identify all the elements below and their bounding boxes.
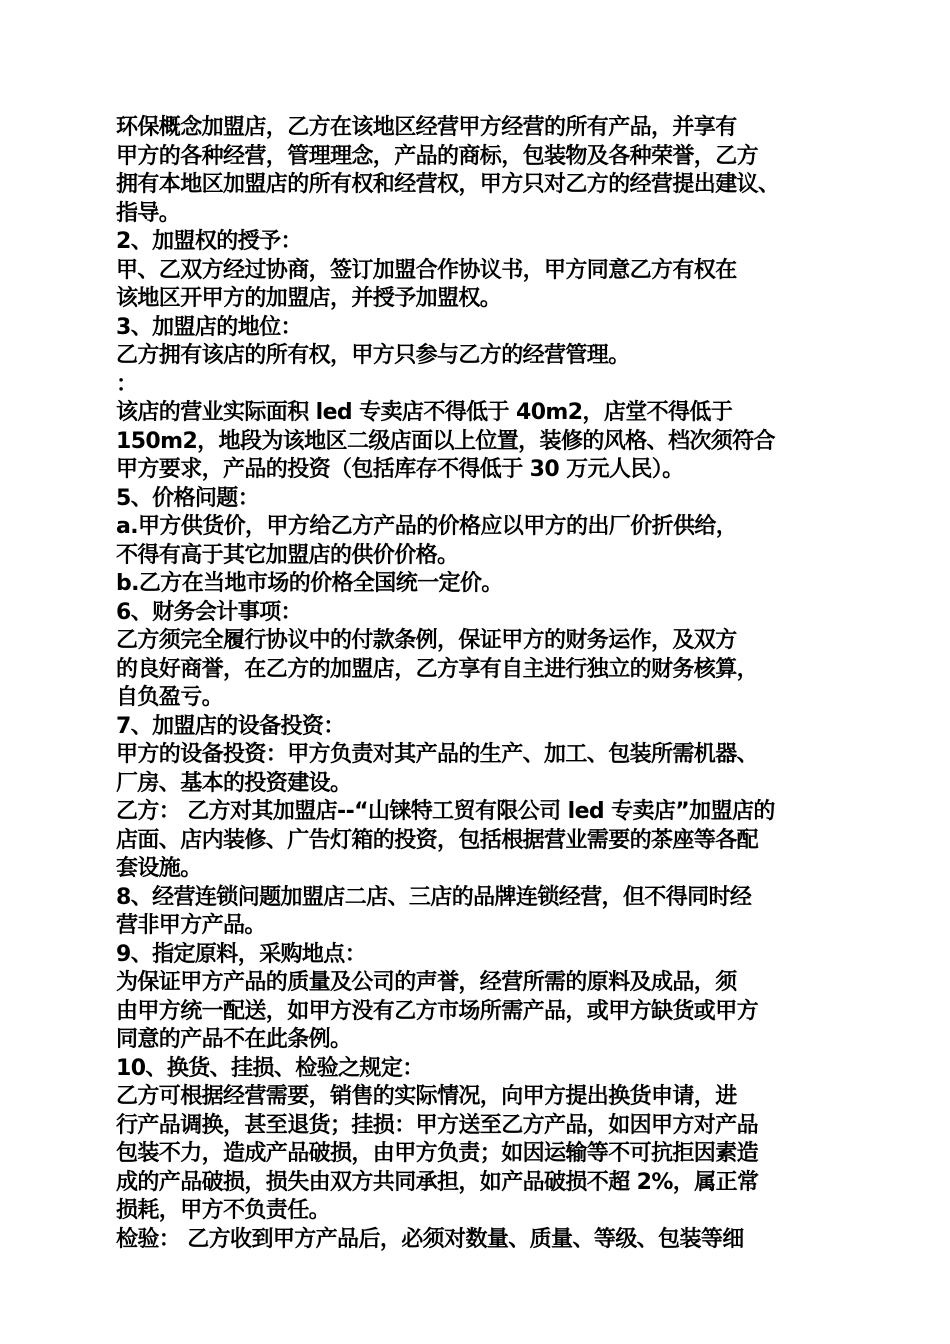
text-line: 乙方须完全履行协议中的付款条例，保证甲方的财务运作，及双方 [116,628,737,653]
text-line: 环保概念加盟店，乙方在该地区经营甲方经营的所有产品，并享有 [116,115,737,140]
text-line: 指导。 [116,200,181,226]
section-heading: 7、加盟店的设备投资： [116,713,345,739]
text-line: b.乙方在当地市场的价格全国统一定价。 [116,571,503,596]
text-line: 损耗，甲方不负责任。 [116,1198,331,1223]
section-heading: 10、换货、挂损、检验之规定： [116,1055,424,1081]
section-heading: 9、指定原料，采购地点： [116,941,367,967]
text-line: 检验： 乙方收到甲方产品后，必须对数量、质量、等级、包装等细 [116,1226,744,1252]
text-line: 拥有本地区加盟店的所有权和经营权，甲方只对乙方的经营提出建议、 [116,172,780,197]
document-body [116,114,856,1254]
section-heading: ： [116,371,138,397]
text-line: 由甲方统一配送，如甲方没有乙方市场所需产品，或甲方缺货或甲方 [116,998,759,1024]
text-line: a.甲方供货价，甲方给乙方产品的价格应以甲方的出厂价折供给， [116,514,738,539]
text-line: 150m2，地段为该地区二级店面以上位置，装修的风格、档次须符合 [116,428,775,454]
section-heading: 2、加盟权的授予： [116,229,302,254]
text-line: 甲方的设备投资：甲方负责对其产品的生产、加工、包装所需机器、 [116,742,759,767]
text-line: 为保证甲方产品的质量及公司的声誉，经营所需的原料及成品，须 [116,970,737,995]
text-line: 乙方： 乙方对其加盟店--“山铼特工贸有限公司 led 专卖店”加盟店的 [116,799,775,824]
section-heading: 3、加盟店的地位： [116,314,302,340]
text-line: 该地区开甲方的加盟店，并授予加盟权。 [116,286,502,311]
section-heading: 5、价格问题： [116,485,260,511]
text-line: 营非甲方产品。 [116,913,266,938]
text-line: 不得有高于其它加盟店的供价价格。 [116,542,459,568]
section-heading: 8、经营连锁问题加盟店二店、三店的品牌连锁经营，但不得同时经 [116,884,752,910]
text-line: 的良好商誉，在乙方的加盟店，乙方享有自主进行独立的财务核算， [116,656,759,682]
text-line: 甲方的各种经营，管理理念，产品的商标，包装物及各种荣誉，乙方 [116,143,759,169]
text-line: 同意的产品不在此条例。 [116,1027,352,1052]
text-line: 行产品调换，甚至退货；挂损：甲方送至乙方产品，如因甲方对产品 [116,1112,759,1138]
text-line: 甲方要求，产品的投资（包括库存不得低于 30 万元人民）。 [116,457,684,482]
text-line: 厂房、基本的投资建设。 [116,770,352,796]
text-line: 成的产品破损，损失由双方共同承担，如产品破损不超 2%，属正常 [116,1169,759,1195]
text-line: 套设施。 [116,856,202,881]
text-line: 甲、乙双方经过协商，签订加盟合作协议书，甲方同意乙方有权在 [116,257,737,283]
text-line: 自负盈亏。 [116,685,224,710]
text-line: 该店的营业实际面积 led 专卖店不得低于 40m2，店堂不得低于 [116,400,733,425]
text-line: 乙方可根据经营需要，销售的实际情况，向甲方提出换货申请，进 [116,1084,737,1109]
section-heading: 6、财务会计事项： [116,599,302,625]
text-line: 乙方拥有该店的所有权，甲方只参与乙方的经营管理。 [116,343,630,368]
text-line: 包装不力，造成产品破损，由甲方负责；如因运输等不可抗拒因素造 [116,1141,759,1166]
text-line: 店面、店内装修、广告灯箱的投资，包括根据营业需要的茶座等各配 [116,827,759,853]
